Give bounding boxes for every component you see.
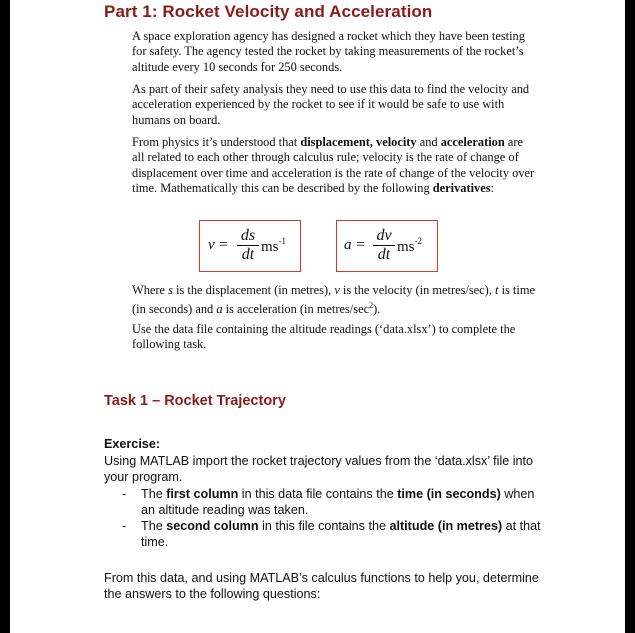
exercise-text	[104, 453, 544, 486]
text-run: Where	[132, 283, 169, 297]
acceleration-unit-exponent: -2	[414, 236, 423, 246]
acceleration-fraction	[373, 227, 395, 263]
text-run: second column	[166, 519, 259, 533]
acceleration-unit	[397, 236, 422, 256]
text-run: 2	[369, 301, 374, 311]
text-run: The	[141, 487, 167, 501]
velocity-denominator: dt	[241, 246, 255, 263]
acceleration-denominator: dt	[377, 246, 391, 263]
velocity-lhs: v =	[208, 237, 229, 253]
bullet-marker: -	[122, 519, 127, 533]
velocity-unit	[261, 236, 286, 256]
acceleration-numerator: dv	[376, 227, 392, 244]
task-title: Task 1 – Rocket Trajectory	[104, 393, 286, 409]
text-run: is time (in seconds) and	[132, 283, 535, 317]
text-run: s	[168, 283, 173, 297]
velocity-unit-exponent: -1	[278, 236, 287, 246]
text-run: :	[490, 181, 494, 196]
safety-paragraph	[132, 82, 536, 128]
velocity-fraction	[237, 227, 259, 263]
text-run: displacement, velocity	[300, 135, 417, 149]
text-run: As part of their safety analysis they need to use this data to find the velocity and acceleration experienced by the rocket to see if it would be safe to use with humans on board.	[132, 82, 530, 127]
text-run: is the velocity (in metres/sec),	[339, 283, 496, 297]
text-run: in this data file contains the	[238, 487, 398, 501]
text-run: a	[216, 302, 223, 317]
data-file-paragraph	[132, 322, 536, 353]
text-run: v	[334, 283, 340, 297]
text-run: Using MATLAB import the rocket trajectory values from the ‘data.xlsx’ file into your program.	[104, 454, 534, 485]
text-run: acceleration	[440, 135, 505, 149]
text-run: is the displacement (in metres),	[172, 283, 335, 297]
text-run: derivatives	[432, 181, 491, 196]
acceleration-lhs: a =	[344, 237, 366, 253]
text-run: Use the data file containing the altitude readings (‘data.xlsx’) to complete the following task.	[132, 322, 516, 352]
text-run: t	[495, 283, 499, 297]
exercise-label: Exercise:	[104, 437, 161, 451]
bullet-first-column	[141, 486, 551, 519]
bullet-marker: -	[122, 487, 127, 501]
velocity-unit-base: ms	[261, 239, 279, 255]
text-run: at that time.	[141, 519, 541, 550]
physics-paragraph	[132, 135, 536, 197]
text-run: are all related to each other through calculus rule; velocity is the rate of change of displacement over time and acceleration is the rate of change of the velocity over time. Mathematically this can be described by the following	[132, 135, 535, 196]
page-title: Part 1: Rocket Velocity and Acceleration	[104, 2, 433, 21]
text-run: From physics it’s understood that	[132, 135, 301, 149]
acceleration-equation-box	[336, 220, 438, 272]
text-run: is acceleration (in metres/sec	[222, 302, 370, 317]
text-run: in this file contains the	[258, 519, 390, 533]
text-run: when an altitude reading was taken.	[141, 487, 535, 518]
text-run: time (in seconds)	[397, 487, 501, 501]
document-page	[10, 0, 625, 633]
bullet-second-column	[141, 518, 551, 551]
text-run: A space exploration agency has designed a rocket which they have been testing for safety. The agency tested the rocket by taking measurements of the rocket’s altitude every 10 seconds for 250 seconds.	[132, 29, 525, 74]
text-run: The	[141, 519, 167, 533]
variables-paragraph	[132, 283, 536, 318]
text-run: first column	[166, 487, 239, 501]
velocity-equation-box	[199, 220, 301, 272]
closing-paragraph	[104, 570, 549, 603]
text-run: altitude (in metres)	[389, 519, 503, 533]
acceleration-unit-base: ms	[397, 239, 415, 255]
intro-paragraph	[132, 29, 536, 75]
text-run: and	[416, 135, 441, 149]
text-run: From this data, and using MATLAB’s calculus functions to help you, determine the answers to the following questions:	[104, 571, 539, 602]
velocity-numerator: ds	[240, 227, 256, 244]
text-run: ).	[373, 302, 381, 317]
